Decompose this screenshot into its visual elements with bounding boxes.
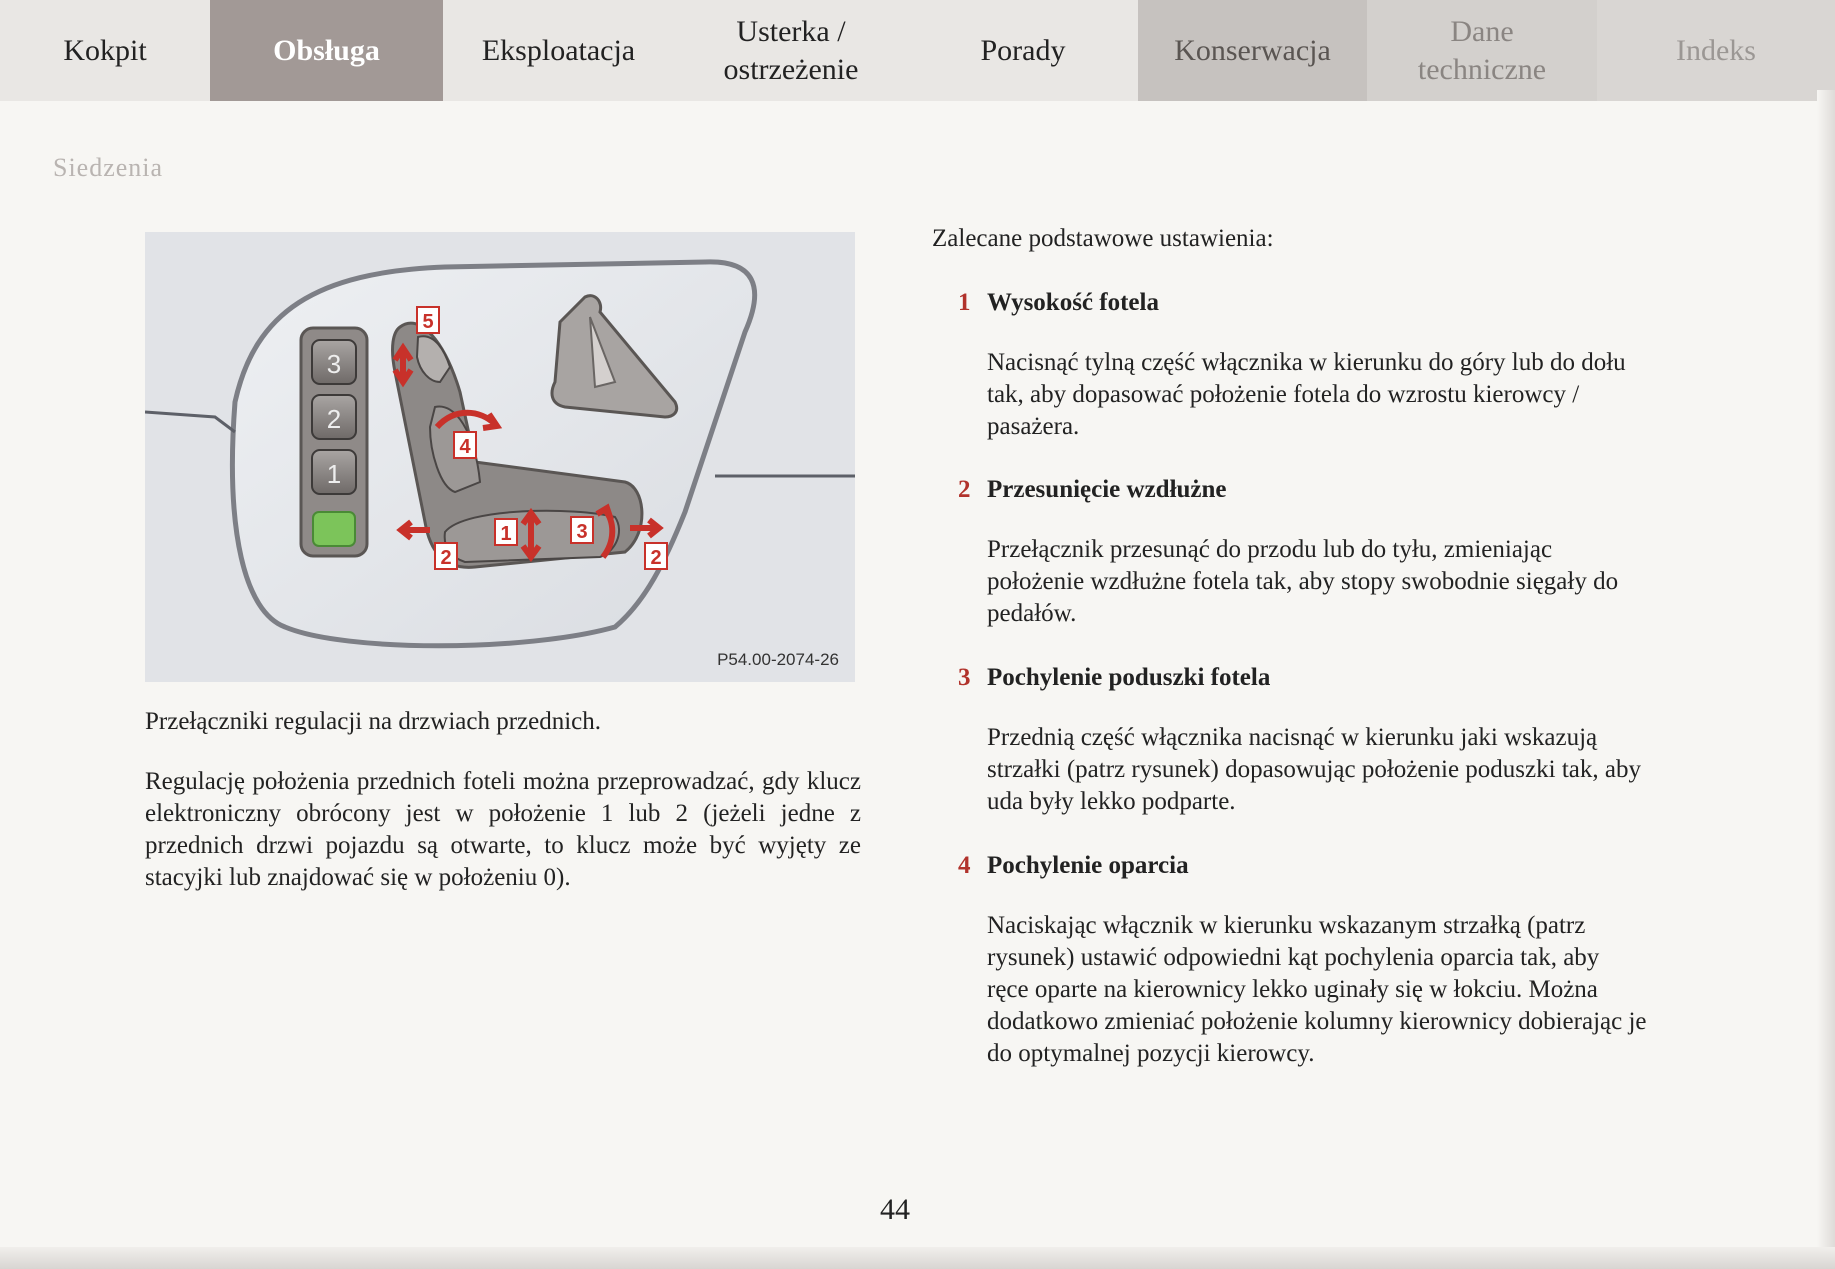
- memory-button-label: 3: [326, 349, 342, 379]
- tab-label: Kokpit: [63, 33, 147, 67]
- tab-porady[interactable]: [908, 0, 1138, 101]
- setting-number: 4: [958, 852, 971, 879]
- setting-title: Przesunięcie wzdłużne: [987, 476, 1227, 503]
- setting-description: Nacisnąć tylną część włącznika w kierunku do góry lub do dołu tak, aby dopasować położenie fotela do wzrostu kierowcy / pasażera.: [987, 349, 1626, 440]
- tab-dane-techniczne[interactable]: [1367, 0, 1597, 101]
- setting-number: 1: [958, 289, 971, 316]
- seat-switch-figure: [145, 232, 855, 682]
- tab-label: Konserwacja: [1174, 33, 1331, 67]
- tab-label: Usterka / ostrzeżenie: [723, 14, 859, 86]
- setting-description: Naciskając włącznik w kierunku wskazanym strzałką (patrz rysunek) ustawić odpowiedni kąt pochylenia oparcia tak, aby ręce oparte na kierownicy lekko uginały się w łokciu. Można dodatkowo zmieniać położenie kolumny kierownicy dobierając je do optymalnej pozycji kierowcy.: [987, 912, 1647, 1067]
- figure-caption: Przełączniki regulacji na drzwiach przednich.: [145, 708, 602, 735]
- callout-2-forward: 2: [440, 547, 452, 569]
- section-title: Siedzenia: [53, 153, 164, 182]
- chapter-tab-bar: [0, 0, 1835, 101]
- page-number: 44: [880, 1193, 910, 1226]
- memory-set-button[interactable]: [313, 512, 355, 546]
- tab-kokpit[interactable]: [0, 0, 210, 101]
- tab-label: Indeks: [1676, 33, 1756, 67]
- seat-switch-illustration: [145, 232, 855, 682]
- setting-title: Pochylenie oparcia: [987, 852, 1189, 879]
- tab-indeks[interactable]: [1597, 0, 1835, 101]
- figure-code: P54.00-2074-26: [717, 650, 839, 669]
- callout-1: 1: [500, 523, 512, 545]
- tab-usterka-ostrzezenie[interactable]: [674, 0, 908, 101]
- setting-description: Przednią część włącznika nacisnąć w kierunku jaki wskazują strzałki (patrz rysunek) dopasowując położenie poduszki tak, aby uda były lekko podparte.: [987, 724, 1641, 815]
- setting-title: Pochylenie poduszki fotela: [987, 664, 1271, 691]
- setting-title: Wysokość fotela: [987, 289, 1159, 316]
- tab-obsluga[interactable]: [210, 0, 443, 101]
- recommended-settings-intro: Zalecane podstawowe ustawienia:: [932, 225, 1274, 252]
- page-bottom-shadow: [0, 1247, 1835, 1269]
- tab-eksploatacja[interactable]: [443, 0, 674, 101]
- setting-number: 3: [958, 664, 971, 691]
- callout-3: 3: [576, 521, 588, 543]
- callout-2-back: 2: [650, 547, 662, 569]
- tab-label: Dane techniczne: [1417, 14, 1547, 86]
- memory-button-label: 2: [326, 404, 342, 434]
- callout-4: 4: [459, 436, 471, 458]
- callout-5: 5: [422, 311, 434, 333]
- tab-label: Eksploatacja: [481, 33, 636, 67]
- tab-konserwacja[interactable]: [1138, 0, 1367, 101]
- tab-label: Porady: [980, 33, 1066, 67]
- tab-label: Obsługa: [273, 33, 380, 67]
- memory-button-label: 1: [326, 459, 342, 489]
- setting-number: 2: [958, 476, 971, 503]
- page-edge-shadow: [1817, 90, 1835, 1269]
- setting-description: Przełącznik przesunąć do przodu lub do tyłu, zmieniając położenie wzdłużne fotela tak, aby stopy swobodnie sięgały do pedałów.: [987, 536, 1619, 627]
- adjustment-conditions-paragraph: Regulację położenia przednich foteli można przeprowadzać, gdy klucz elektroniczny obrócony jest w położenie 1 lub 2 (jeżeli jedne z przednich drzwi pojazdu są otwarte, to klucz może być wyjęty ze stacyjki lub znajdować się w położeniu 0).: [145, 768, 861, 891]
